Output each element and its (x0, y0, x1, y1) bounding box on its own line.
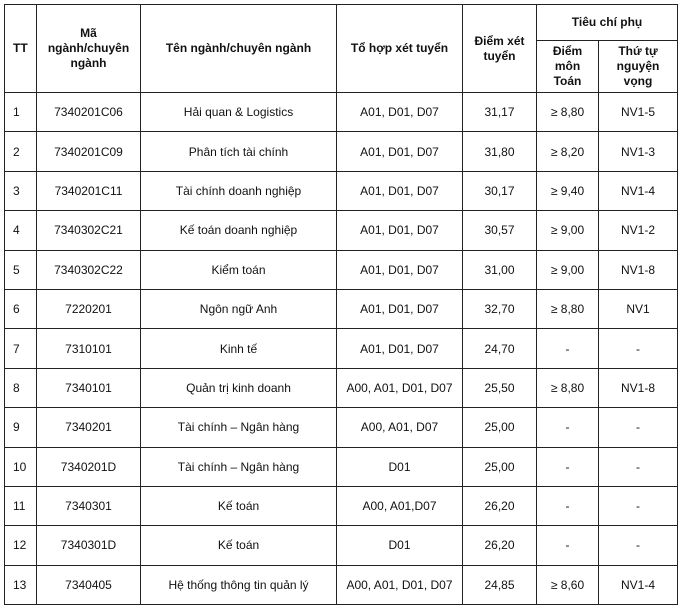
cell-code: 7340201C11 (37, 171, 141, 210)
cell-wish-order: NV1 (599, 289, 678, 328)
cell-combo: A00, A01, D01, D07 (337, 368, 463, 407)
cell-math-score: ≥ 9,00 (537, 250, 599, 289)
cell-code: 7340201C06 (37, 93, 141, 132)
table-row (5, 486, 678, 525)
cell-score: 31,00 (463, 250, 537, 289)
cell-score: 24,85 (463, 565, 537, 604)
cell-name: Kiểm toán (141, 250, 337, 289)
admission-score-table (4, 4, 678, 605)
cell-math-score: ≥ 8,20 (537, 132, 599, 171)
cell-wish-order: NV1-8 (599, 250, 678, 289)
cell-math-score: - (537, 447, 599, 486)
cell-code: 7340302C21 (37, 211, 141, 250)
cell-combo: A01, D01, D07 (337, 329, 463, 368)
cell-name: Phân tích tài chính (141, 132, 337, 171)
table-row (5, 526, 678, 565)
cell-code: 7340301 (37, 486, 141, 525)
cell-tt: 3 (5, 171, 37, 210)
cell-wish-order: - (599, 486, 678, 525)
cell-tt: 8 (5, 368, 37, 407)
table-row (5, 289, 678, 328)
cell-code: 7340201C09 (37, 132, 141, 171)
header-sub-criteria: Tiêu chí phụ (537, 5, 678, 41)
cell-tt: 1 (5, 93, 37, 132)
cell-name: Tài chính doanh nghiệp (141, 171, 337, 210)
cell-tt: 9 (5, 408, 37, 447)
cell-code: 7340302C22 (37, 250, 141, 289)
cell-score: 26,20 (463, 486, 537, 525)
header-math: Điểm môn Toán (537, 41, 599, 93)
table-row (5, 93, 678, 132)
cell-code: 7340201 (37, 408, 141, 447)
table-row (5, 211, 678, 250)
table-row (5, 368, 678, 407)
cell-code: 7220201 (37, 289, 141, 328)
cell-wish-order: NV1-3 (599, 132, 678, 171)
cell-math-score: - (537, 486, 599, 525)
cell-math-score: ≥ 8,80 (537, 93, 599, 132)
table-header (5, 5, 678, 93)
cell-wish-order: - (599, 447, 678, 486)
cell-code: 7310101 (37, 329, 141, 368)
cell-name: Tài chính – Ngân hàng (141, 408, 337, 447)
cell-score: 31,17 (463, 93, 537, 132)
cell-name: Hải quan & Logistics (141, 93, 337, 132)
cell-math-score: ≥ 8,80 (537, 368, 599, 407)
cell-math-score: - (537, 329, 599, 368)
header-tt: TT (5, 5, 37, 93)
cell-combo: A01, D01, D07 (337, 93, 463, 132)
cell-wish-order: - (599, 408, 678, 447)
table-row (5, 408, 678, 447)
cell-score: 24,70 (463, 329, 537, 368)
cell-tt: 5 (5, 250, 37, 289)
cell-combo: A00, A01, D01, D07 (337, 565, 463, 604)
cell-combo: A01, D01, D07 (337, 289, 463, 328)
cell-code: 7340201D (37, 447, 141, 486)
cell-math-score: ≥ 8,60 (537, 565, 599, 604)
cell-score: 25,50 (463, 368, 537, 407)
admission-table-container (4, 4, 678, 605)
cell-combo: A00, A01, D07 (337, 408, 463, 447)
table-row (5, 565, 678, 604)
cell-tt: 12 (5, 526, 37, 565)
table-row (5, 132, 678, 171)
cell-combo: A00, A01,D07 (337, 486, 463, 525)
cell-tt: 2 (5, 132, 37, 171)
cell-wish-order: NV1-4 (599, 565, 678, 604)
table-row (5, 447, 678, 486)
cell-score: 30,17 (463, 171, 537, 210)
cell-wish-order: NV1-5 (599, 93, 678, 132)
cell-code: 7340101 (37, 368, 141, 407)
cell-wish-order: - (599, 526, 678, 565)
header-code: Mã ngành/chuyên ngành (37, 5, 141, 93)
cell-tt: 7 (5, 329, 37, 368)
cell-combo: A01, D01, D07 (337, 211, 463, 250)
cell-math-score: ≥ 8,80 (537, 289, 599, 328)
cell-tt: 10 (5, 447, 37, 486)
cell-name: Kế toán doanh nghiệp (141, 211, 337, 250)
cell-name: Tài chính – Ngân hàng (141, 447, 337, 486)
cell-score: 26,20 (463, 526, 537, 565)
cell-math-score: - (537, 408, 599, 447)
cell-math-score: - (537, 526, 599, 565)
cell-code: 7340301D (37, 526, 141, 565)
cell-wish-order: NV1-2 (599, 211, 678, 250)
cell-score: 30,57 (463, 211, 537, 250)
header-score: Điểm xét tuyển (463, 5, 537, 93)
header-name: Tên ngành/chuyên ngành (141, 5, 337, 93)
cell-name: Ngôn ngữ Anh (141, 289, 337, 328)
cell-score: 31,80 (463, 132, 537, 171)
table-row (5, 171, 678, 210)
header-order: Thứ tự nguyện vọng (599, 41, 678, 93)
cell-wish-order: - (599, 329, 678, 368)
cell-name: Kế toán (141, 526, 337, 565)
cell-name: Hệ thống thông tin quản lý (141, 565, 337, 604)
cell-wish-order: NV1-4 (599, 171, 678, 210)
table-row (5, 250, 678, 289)
cell-tt: 13 (5, 565, 37, 604)
cell-score: 25,00 (463, 447, 537, 486)
cell-tt: 11 (5, 486, 37, 525)
cell-tt: 6 (5, 289, 37, 328)
cell-math-score: ≥ 9,00 (537, 211, 599, 250)
cell-combo: A01, D01, D07 (337, 132, 463, 171)
cell-combo: A01, D01, D07 (337, 250, 463, 289)
cell-name: Kế toán (141, 486, 337, 525)
header-combo: Tổ hợp xét tuyển (337, 5, 463, 93)
cell-name: Quản trị kinh doanh (141, 368, 337, 407)
cell-tt: 4 (5, 211, 37, 250)
table-body (5, 93, 678, 605)
cell-combo: A01, D01, D07 (337, 171, 463, 210)
cell-score: 32,70 (463, 289, 537, 328)
cell-math-score: ≥ 9,40 (537, 171, 599, 210)
table-row (5, 329, 678, 368)
cell-combo: D01 (337, 447, 463, 486)
cell-name: Kinh tế (141, 329, 337, 368)
cell-combo: D01 (337, 526, 463, 565)
cell-code: 7340405 (37, 565, 141, 604)
cell-score: 25,00 (463, 408, 537, 447)
cell-wish-order: NV1-8 (599, 368, 678, 407)
